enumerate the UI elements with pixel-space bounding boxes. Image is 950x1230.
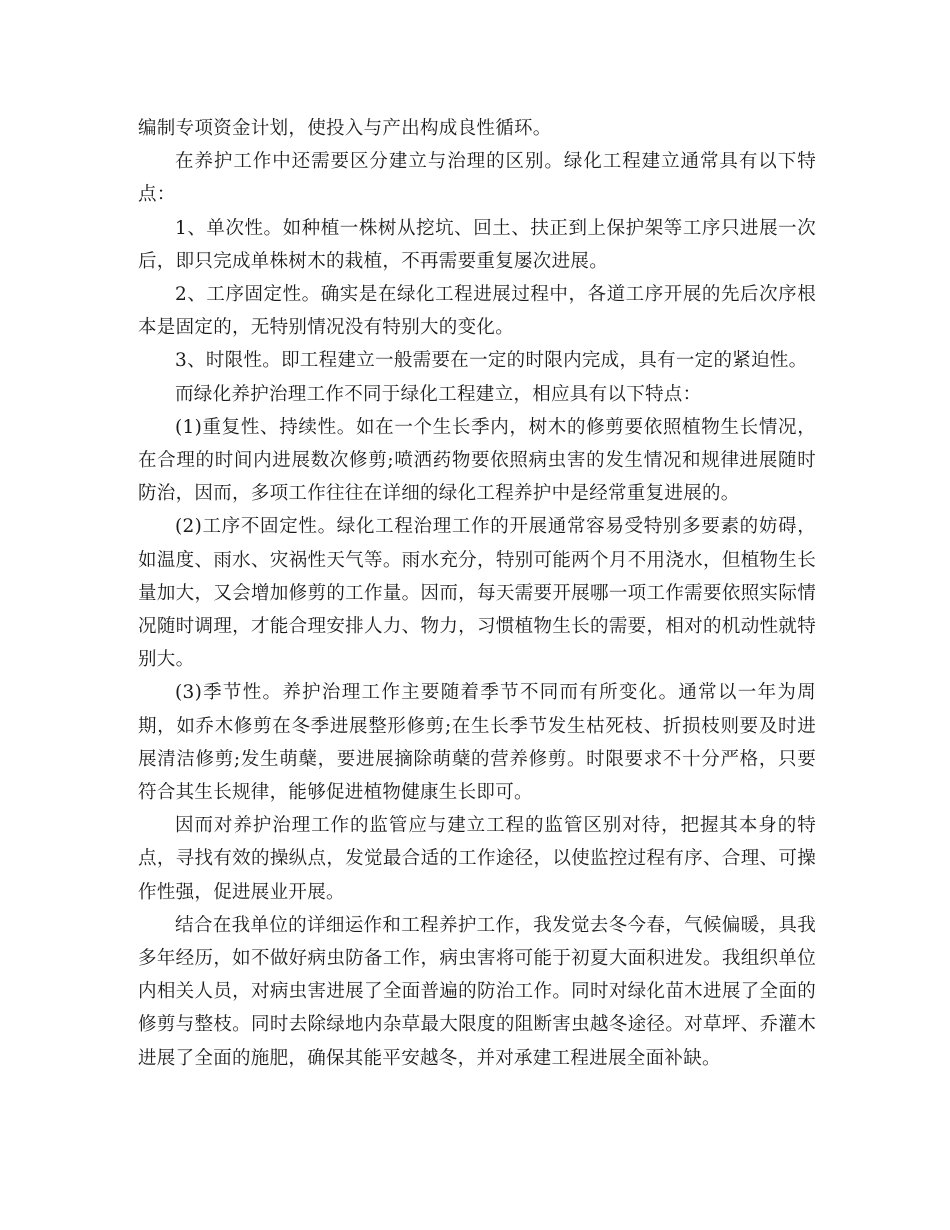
- paragraph-3: 1、单次性。如种植一株树从挖坑、回土、扶正到上保护架等工序只进展一次后，即只完成单株树木的栽植，不再需要重复屡次进展。: [138, 217, 816, 272]
- document-body: [138, 112, 816, 1075]
- paragraph-10: 因而对养护治理工作的监管应与建立工程的监管区别对待，把握其本身的特点，寻找有效的操纵点，发觉最合适的工作途径，以使监控过程有序、合理、可操作性强，促进展业开展。: [138, 815, 816, 903]
- paragraph-11: 结合在我单位的详细运作和工程养护工作，我发觉去冬今春，气候偏暖，具我多年经历，如不做好病虫防备工作，病虫害将可能于初夏大面积进发。我组织单位内相关人员，对病虫害进展了全面普遍的防治工作。同时对绿化苗木进展了全面的修剪与整枝。同时去除绿地内杂草最大限度的阻断害虫越冬途径。对草坪、乔灌木进展了全面的施肥，确保其能平安越冬，并对承建工程进展全面补缺。: [138, 914, 816, 1069]
- paragraph-5: 3、时限性。即工程建立一般需要在一定的时限内完成，具有一定的紧迫性。: [175, 350, 808, 372]
- paragraph-8: (2)工序不固定性。绿化工程治理工作的开展通常容易受特别多要素的妨碍，如温度、雨水、灾祸性天气等。雨水充分，特别可能两个月不用浇水，但植物生长量加大，又会增加修剪的工作量。因而，每天需要开展哪一项工作需要依照实际情况随时调理，才能合理安排人力、物力，习惯植物生长的需要，相对的机动性就特别大。: [138, 516, 816, 671]
- paragraph-2: 在养护工作中还需要区分建立与治理的区别。绿化工程建立通常具有以下特点：: [138, 151, 816, 206]
- paragraph-9: (3)季节性。养护治理工作主要随着季节不同而有所变化。通常以一年为周期，如乔木修剪在冬季进展整形修剪;在生长季节发生枯死枝、折损枝则要及时进展清洁修剪;发生萌蘖，要进展摘除萌蘖的营养修剪。时限要求不十分严格，只要符合其生长规律，能够促进植物健康生长即可。: [138, 682, 816, 804]
- paragraph-4: 2、工序固定性。确实是在绿化工程进展过程中，各道工序开展的先后次序根本是固定的，无特别情况没有特别大的变化。: [138, 284, 816, 339]
- paragraph-6: 而绿化养护治理工作不同于绿化工程建立，相应具有以下特点：: [175, 383, 702, 405]
- paragraph-1: 编制专项资金计划，使投入与产出构成良性循环。: [138, 118, 552, 139]
- paragraph-7: (1)重复性、持续性。如在一个生长季内，树木的修剪要依照植物生长情况，在合理的时间内进展数次修剪;喷洒药物要依照病虫害的发生情况和规律进展随时防治，因而，多项工作往往在详细的绿化工程养护中是经常重复进展的。: [138, 416, 816, 505]
